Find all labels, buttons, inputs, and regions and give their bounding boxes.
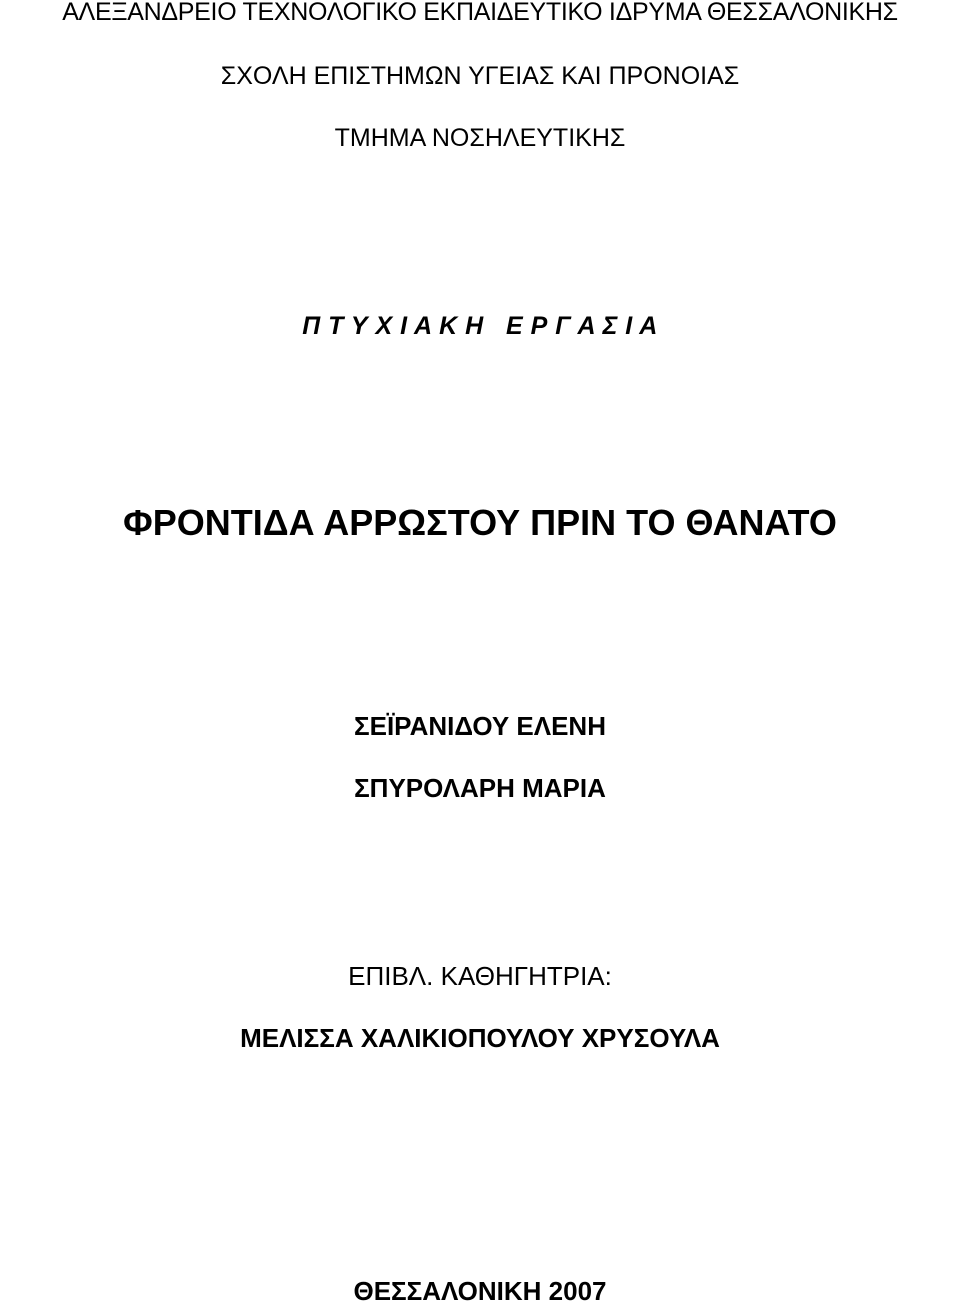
department-name: ΤΜΗΜΑ ΝΟΣΗΛΕΥΤΙΚΗΣ: [334, 124, 626, 152]
place-and-year: ΘΕΣΣΑΛΟΝΙΚΗ 2007: [353, 1276, 607, 1306]
supervisor-name: ΜΕΛΙΣΣΑ ΧΑΛΙΚΙΟΠΟΥΛΟΥ ΧΡΥΣΟΥΛΑ: [240, 1023, 720, 1053]
institution-name: ΑΛΕΞΑΝΔΡΕΙΟ ΤΕΧΝΟΛΟΓΙΚΟ ΕΚΠΑΙΔΕΥΤΙΚΟ ΙΔΡΥΜΑ ΘΕΣΣΑΛΟΝΙΚΗΣ: [62, 0, 898, 26]
author-name: ΣΕΪΡΑΝΙΔΟΥ ΕΛΕΝΗ: [354, 711, 606, 741]
author-name: ΣΠΥΡΟΛΑΡΗ ΜΑΡΙΑ: [354, 773, 606, 803]
school-name: ΣΧΟΛΗ ΕΠΙΣΤΗΜΩΝ ΥΓΕΙΑΣ ΚΑΙ ΠΡΟΝΟΙΑΣ: [220, 62, 740, 90]
thesis-title: ΦΡΟΝΤΙΔΑ ΑΡΡΩΣΤΟΥ ΠΡΙΝ ΤΟ ΘΑΝΑΤΟ: [123, 502, 837, 543]
supervisor-label: ΕΠΙΒΛ. ΚΑΘΗΓΗΤΡΙΑ:: [348, 961, 612, 991]
document-type: Π Τ Υ Χ Ι Α Κ Η Ε Ρ Γ Α Σ Ι Α: [302, 312, 658, 340]
